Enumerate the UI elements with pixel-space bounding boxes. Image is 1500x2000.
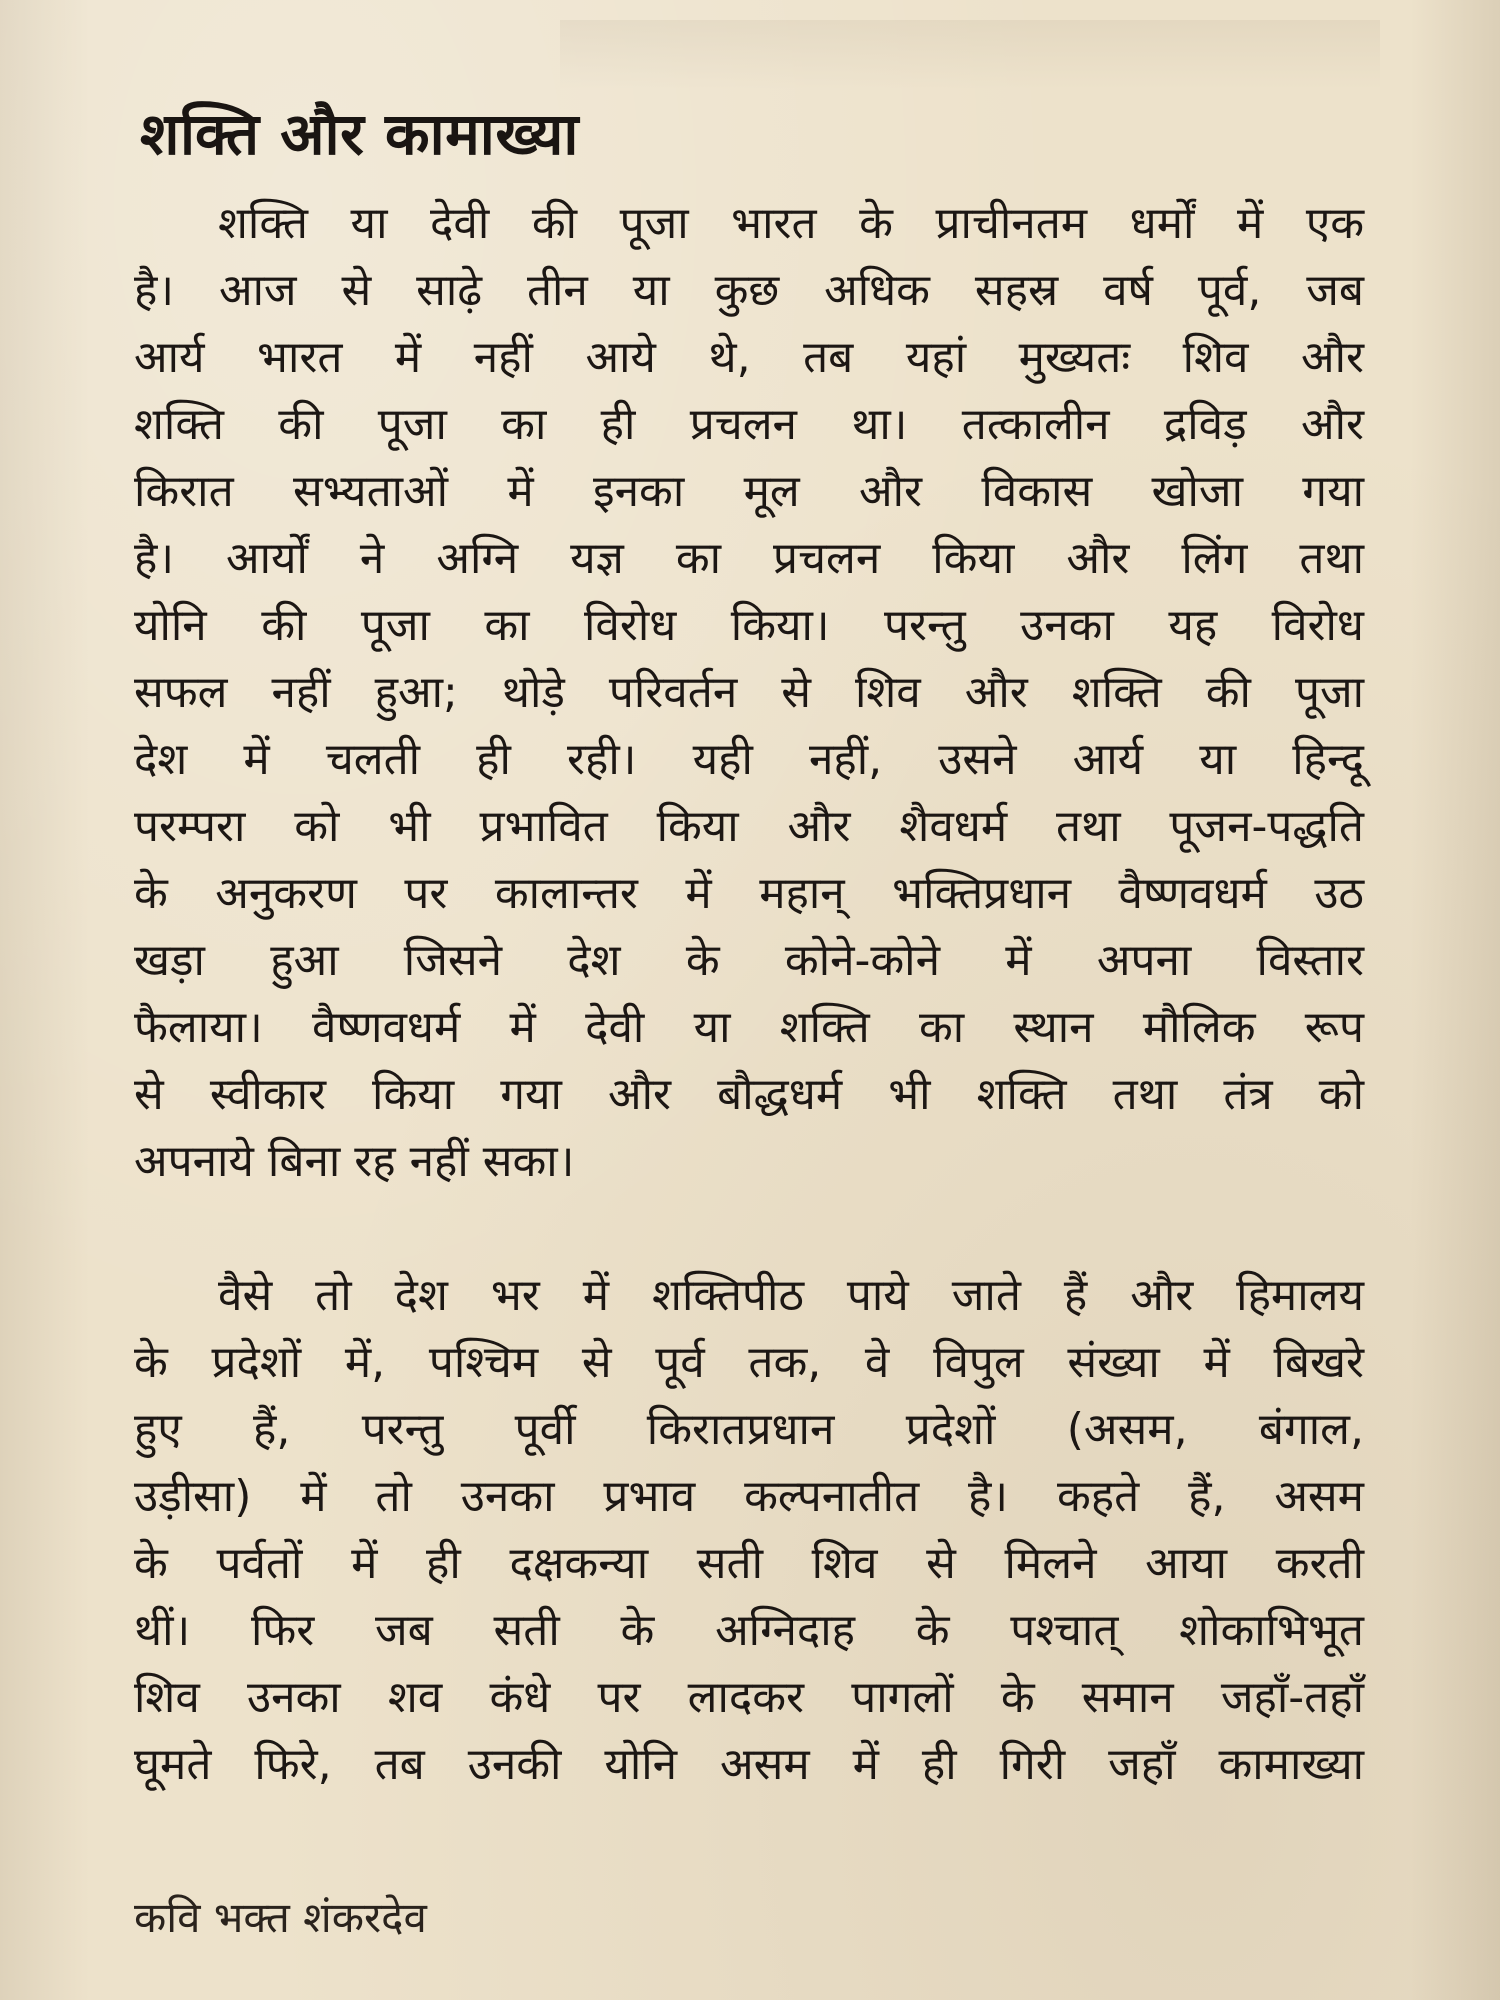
paragraph-line: घूमते फिरे, तब उनकी योनि असम में ही गिरी जहाँ कामाख्या — [134, 1739, 1364, 1790]
paragraph-line: शक्ति या देवी की पूजा भारत के प्राचीनतम धर्मों में एक — [218, 198, 1364, 249]
paragraph-line: हुए हैं, परन्तु पूर्वी किरातप्रधान प्रदेशों (असम, बंगाल, — [134, 1404, 1364, 1455]
paragraph-line: योनि की पूजा का विरोध किया। परन्तु उनका यह विरोध — [134, 600, 1364, 651]
paragraph-line: के प्रदेशों में, पश्चिम से पूर्व तक, वे विपुल संख्या में बिखरे — [134, 1337, 1364, 1388]
paragraph-line: परम्परा को भी प्रभावित किया और शैवधर्म तथा पूजन-पद्धति — [134, 801, 1364, 852]
paragraph-line: वैसे तो देश भर में शक्तिपीठ पाये जाते हैं और हिमालय — [218, 1270, 1364, 1321]
paragraph-line: है। आज से साढ़े तीन या कुछ अधिक सहस्र वर्ष पूर्व, जब — [134, 265, 1364, 316]
paragraph-line: शक्ति की पूजा का ही प्रचलन था। तत्कालीन द्रविड़ और — [134, 399, 1364, 450]
paragraph-line: फैलाया। वैष्णवधर्म में देवी या शक्ति का स्थान मौलिक रूप — [134, 1002, 1364, 1053]
paragraph-1 — [134, 190, 1364, 1195]
paragraph-2 — [134, 1262, 1364, 1798]
paragraph-line: शिव उनका शव कंधे पर लादकर पागलों के समान जहाँ-तहाँ — [134, 1672, 1364, 1723]
paragraph-line: खड़ा हुआ जिसने देश के कोने-कोने में अपना विस्तार — [134, 935, 1364, 986]
paragraph-line: किरात सभ्यताओं में इनका मूल और विकास खोजा गया — [134, 466, 1364, 517]
paragraph-line: के पर्वतों में ही दक्षकन्या सती शिव से मिलने आया करती — [134, 1538, 1364, 1589]
paragraph-line: है। आर्यों ने अग्नि यज्ञ का प्रचलन किया और लिंग तथा — [134, 533, 1364, 584]
paragraph-line: से स्वीकार किया गया और बौद्धधर्म भी शक्ति तथा तंत्र को — [134, 1069, 1364, 1120]
paragraph-line: सफल नहीं हुआ; थोड़े परिवर्तन से शिव और शक्ति की पूजा — [134, 667, 1364, 718]
paragraph-line: आर्य भारत में नहीं आये थे, तब यहां मुख्यतः शिव और — [134, 332, 1364, 383]
paragraph-line: थीं। फिर जब सती के अग्निदाह के पश्चात् शोकाभिभूत — [134, 1605, 1364, 1656]
chapter-title: शक्ति और कामाख्या — [140, 100, 579, 168]
page-footer-running-title: कवि भक्त शंकरदेव — [134, 1893, 427, 1942]
paragraph-line: देश में चलती ही रही। यही नहीं, उसने आर्य या हिन्दू — [134, 734, 1364, 785]
paragraph-line: के अनुकरण पर कालान्तर में महान् भक्तिप्रधान वैष्णवधर्म उठ — [134, 868, 1364, 919]
paragraph-line: अपनाये बिना रह नहीं सका। — [134, 1136, 575, 1187]
paragraph-line: उड़ीसा) में तो उनका प्रभाव कल्पनातीत है। कहते हैं, असम — [134, 1471, 1364, 1522]
show-through-from-previous-page — [560, 20, 1380, 90]
